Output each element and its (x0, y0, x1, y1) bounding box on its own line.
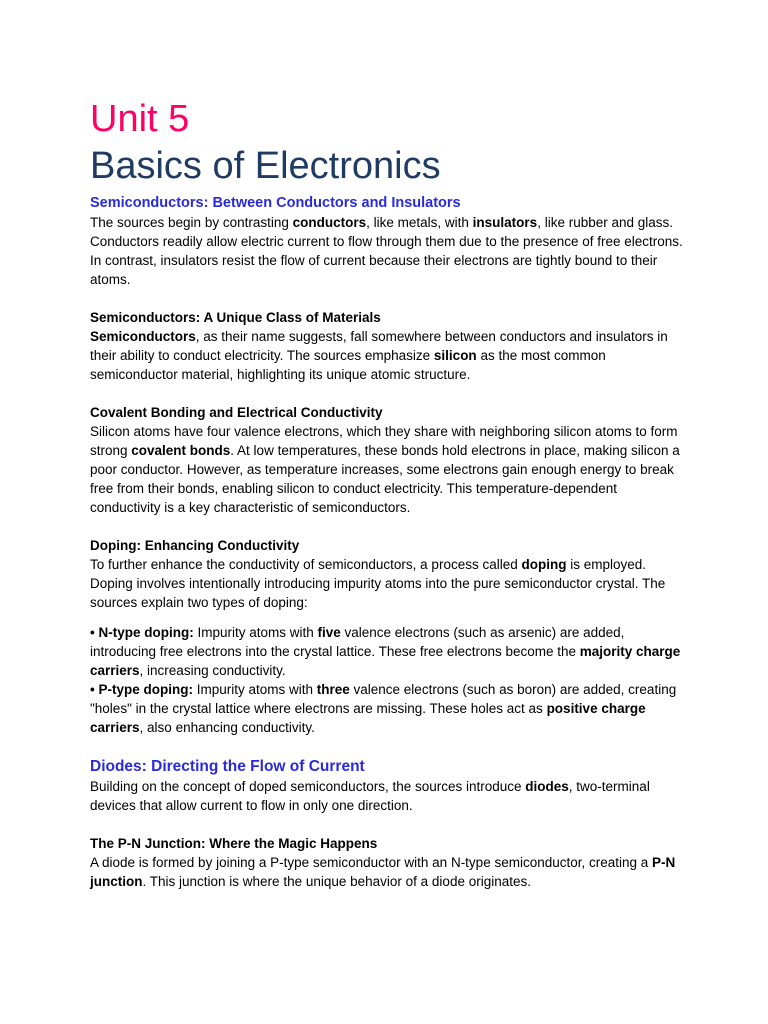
subsection-heading: Semiconductors: A Unique Class of Materials (90, 310, 381, 325)
subsection-heading: Doping: Enhancing Conductivity (90, 538, 300, 553)
paragraph: Building on the concept of doped semiconductors, the sources introduce diodes, two-terminal devices that allow current to flow in only one direction. (90, 779, 650, 813)
document-title: Basics of Electronics (90, 145, 441, 187)
list-item: • P-type doping: Impurity atoms with three valence electrons (such as boron) are added, creating "holes" in the crystal lattice where electrons are missing. These holes act as positive charge carriers, also enhancing conductivity. (90, 682, 677, 735)
paragraph: Silicon atoms have four valence electrons, which they share with neighboring silicon atoms to form strong covalent bonds. At low temperatures, these bonds hold electrons in place, making silicon a poor conductor. However, as temperature increases, some electrons gain enough energy to break free from their bonds, enabling silicon to conduct electricity. This temperature-dependent conductivity is a key characteristic of semiconductors. (90, 424, 680, 515)
list-item: • N-type doping: Impurity atoms with five valence electrons (such as arsenic) are added, introducing free electrons into the crystal lattice. These free electrons become the majority charge carriers, increasing conductivity. (90, 625, 681, 678)
document-page (90, 96, 690, 891)
section-covalent-bonding (90, 403, 690, 517)
paragraph: The sources begin by contrasting conductors, like metals, with insulators, like rubber and glass. Conductors readily allow electric current to flow through them due to the presence of free electrons. In contrast, insulators resist the flow of current because their electrons are tightly bound to their atoms. (90, 215, 683, 287)
paragraph: Semiconductors, as their name suggests, fall somewhere between conductors and insulators in their ability to conduct electricity. The sources emphasize silicon as the most common semiconductor material, highlighting its unique atomic structure. (90, 329, 668, 382)
paragraph: A diode is formed by joining a P-type semiconductor with an N-type semiconductor, creating a P-N junction. This junction is where the unique behavior of a diode originates. (90, 855, 676, 889)
section-heading: Semiconductors: Between Conductors and Insulators (90, 195, 461, 211)
paragraph: To further enhance the conductivity of semiconductors, a process called doping is employed. Doping involves intentionally introducing impurity atoms into the pure semiconductor crystal. The sources explain two types of doping: (90, 557, 666, 610)
section-doping (90, 536, 690, 737)
section-diodes (90, 756, 690, 815)
subsection-heading: Covalent Bonding and Electrical Conductivity (90, 405, 383, 420)
subsection-heading: The P-N Junction: Where the Magic Happens (90, 836, 378, 851)
section-heading: Diodes: Directing the Flow of Current (90, 758, 365, 775)
section-semiconductors-intro (90, 194, 690, 289)
unit-label: Unit 5 (90, 98, 190, 140)
section-unique-class (90, 308, 690, 384)
section-pn-junction (90, 834, 690, 891)
